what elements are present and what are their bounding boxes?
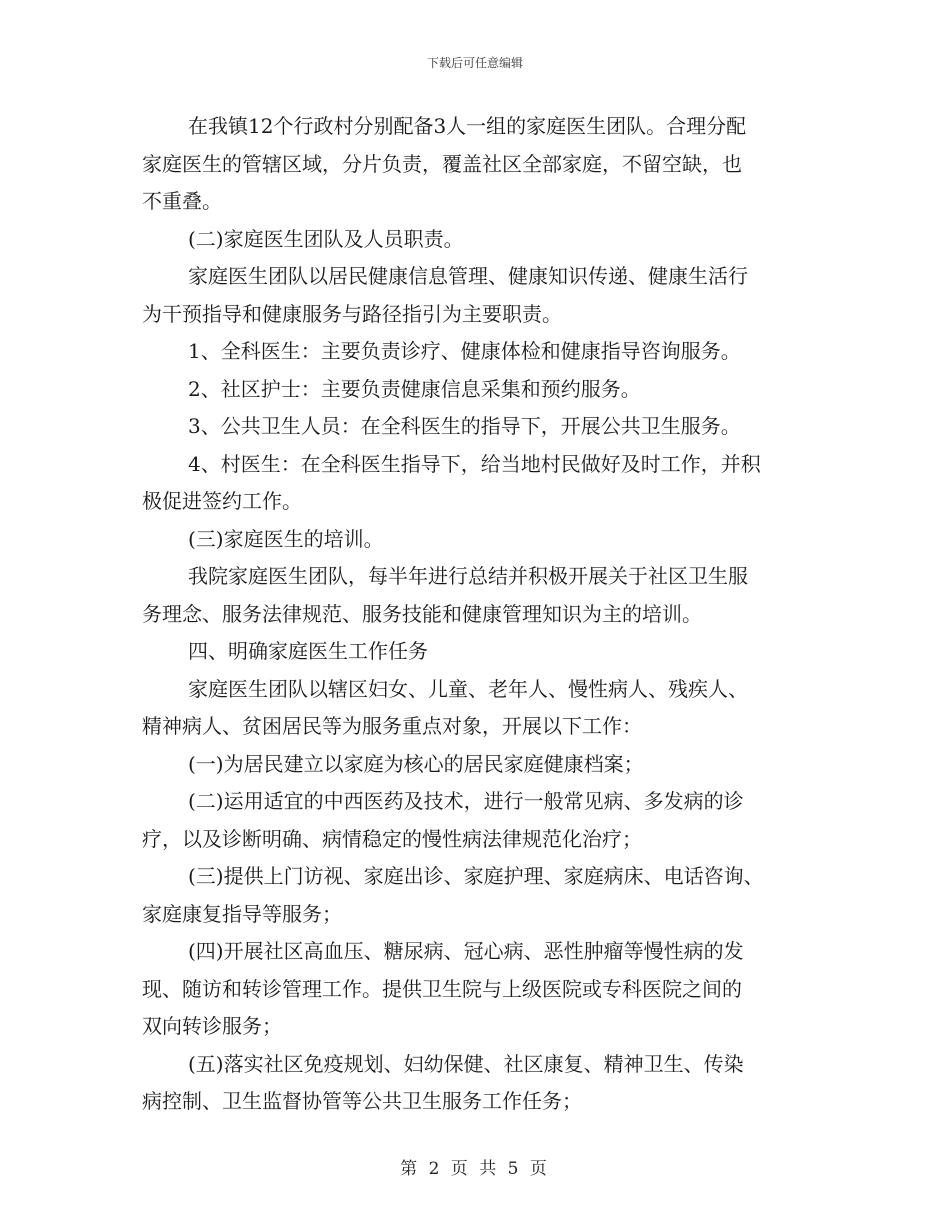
body-line: 家庭康复指导等服务； [142, 901, 342, 926]
section-heading: 四、明确家庭医生工作任务 [188, 639, 428, 663]
list-item: (一)为居民建立以家庭为核心的居民家庭健康档案； [188, 751, 644, 776]
body-line: 在我镇12个行政村分别配备3人一组的家庭医生团队。合理分配 [188, 114, 747, 138]
list-item: 3、公共卫生人员：在全科医生的指导下，开展公共卫生服务。 [188, 414, 741, 438]
page-header: 下载后可任意编辑 [426, 56, 523, 70]
section-heading: (三)家庭医生的培训。 [188, 526, 384, 551]
body-line: 疗，以及诊断明确、病情稳定的慢性病法律规范化治疗； [142, 826, 642, 851]
body-line: 家庭医生团队以居民健康信息管理、健康知识传递、健康生活行 [188, 264, 748, 288]
body-line: 病控制、卫生监督协管等公共卫生服务工作任务； [142, 1089, 582, 1113]
list-item: (五)落实社区免疫规划、妇幼保健、社区康复、精神卫生、传染 [188, 1051, 744, 1076]
body-line: 家庭医生团队以辖区妇女、儿童、老年人、慢性病人、残疾人、 [188, 676, 748, 701]
body-line: 精神病人、贫困居民等为服务重点对象，开展以下工作： [142, 714, 642, 738]
body-line: 为干预指导和健康服务与路径指引为主要职责。 [142, 301, 562, 326]
body-line: 极促进签约工作。 [142, 489, 302, 513]
list-item: (四)开展社区高血压、糖尿病、冠心病、恶性肿瘤等慢性病的发 [188, 939, 744, 963]
list-item: (三)提供上门访视、家庭出诊、家庭护理、家庭病床、电话咨询、 [188, 864, 764, 888]
body-line: 不重叠。 [142, 189, 222, 213]
document-body [142, 108, 812, 1121]
body-line: 双向转诊服务； [142, 1014, 282, 1038]
list-item: 1、全科医生：主要负责诊疗、健康体检和健康指导咨询服务。 [188, 339, 741, 363]
body-line: 家庭医生的管辖区域，分片负责，覆盖社区全部家庭，不留空缺，也 [142, 151, 742, 176]
body-line: 我院家庭医生团队，每半年进行总结并积极开展关于社区卫生服 [188, 564, 748, 588]
list-item: 2、社区护士：主要负责健康信息采集和预约服务。 [188, 376, 641, 401]
section-heading: (二)家庭医生团队及人员职责。 [188, 226, 464, 251]
body-line: 现、随访和转诊管理工作。提供卫生院与上级医院或专科医院之间的 [142, 976, 742, 1001]
page-number: 第 2 页 共 5 页 [400, 1159, 550, 1179]
list-item: 4、村医生：在全科医生指导下，给当地村民做好及时工作，并积 [188, 451, 761, 476]
body-line: 务理念、服务法律规范、服务技能和健康管理知识为主的培训。 [142, 601, 702, 626]
list-item: (二)运用适宜的中西医药及技术，进行一般常见病、多发病的诊 [188, 789, 744, 813]
